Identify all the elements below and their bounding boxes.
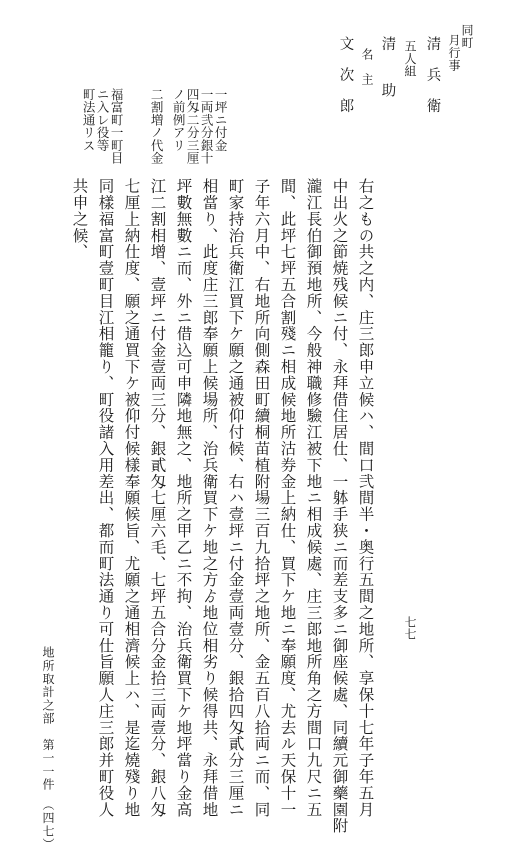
signature-role-label: 月行事 xyxy=(447,34,461,72)
body-column: 江二割相增、壹坪ニ付金壹両三分、銀貳匁七厘六毛、七坪五合分金拾三両壹分、銀八匁 xyxy=(148,178,167,818)
margin-note-line: 町法通リス xyxy=(81,88,97,152)
margin-note-line: 福富町一町目 xyxy=(109,88,125,165)
margin-note-line: 四匁二分三厘 xyxy=(185,88,201,165)
body-column: 町家持治兵衛江買下ケ願之通被仰付候、右ハ壹坪ニ付金壹両壹分、銀拾四匁貳分三厘ニ xyxy=(226,178,245,818)
signature-town: 同町 xyxy=(460,24,474,49)
body-column: 坪數無數ニ而、外ニ借込可申隣地無之、地所之甲乙ニ不拘、治兵衛買下ケ地坪當り金高 xyxy=(174,178,193,818)
section-footer: 地所取計之部 第一一件 （四七） xyxy=(41,646,55,851)
margin-note-line: 二割増ノ代金 xyxy=(149,88,165,165)
margin-note-line: 一両弐分銀十 xyxy=(199,88,215,165)
body-column: 子年六月中、右地所向側森田町續桐苗植附場三百九拾坪之地所、金五百八拾両ニ而、同 xyxy=(252,178,271,818)
body-column: 瀧江長伯御預地所、今般神職修驗江被下地ニ相成候處、庄三郎地所角之方間口九尺ニ五 xyxy=(304,178,323,818)
body-column: 中出火之節焼残候ニ付、永拜借住居仕、一躰手狭ニ而差支多ニ御座候處、同續元御藥園附 xyxy=(330,178,349,834)
signature-name: 清 助 xyxy=(379,36,396,98)
signature-name: 文 次 郎 xyxy=(337,36,354,114)
margin-note-line: 一坪ニ付金 xyxy=(213,88,229,152)
signature-name: 清 兵 衛 xyxy=(424,36,441,114)
body-column: 七厘上納仕度、願之通買下ケ被仰付候樣奉願候旨、尤願之通相濟候上ハ、是迄燒殘り地 xyxy=(122,178,141,818)
body-column: 同樣福富町壹町目江相籠り、町役諸入用差出、都而町法通り可仕旨願人庄三郎并町役人 xyxy=(96,178,115,818)
margin-note-line: ノ前例アリ xyxy=(171,88,187,152)
margin-note-line: ニ入レ役等 xyxy=(95,88,111,152)
page-number: 七七 xyxy=(403,616,417,640)
body-column: 相當り、此度庄三郎奉願上候場所、治兵衛買下ケ地之方ゟ地位相劣り候得共、永拜借地 xyxy=(200,178,219,818)
body-column: 右之もの共之内、庄三郎申立候ハ、間口弐間半・奥行五間之地所、享保十七年子年五月 xyxy=(356,178,375,818)
signature-role-label: 名 主 xyxy=(360,48,374,86)
signature-role-label: 五人組 xyxy=(403,40,417,78)
body-column: 間、此坪七坪五合割殘ニ相成候地所沽券金上納仕、買下ケ地ニ奉願度、尤去ル天保十一 xyxy=(278,178,297,818)
body-column: 共申之候、 xyxy=(70,178,89,260)
